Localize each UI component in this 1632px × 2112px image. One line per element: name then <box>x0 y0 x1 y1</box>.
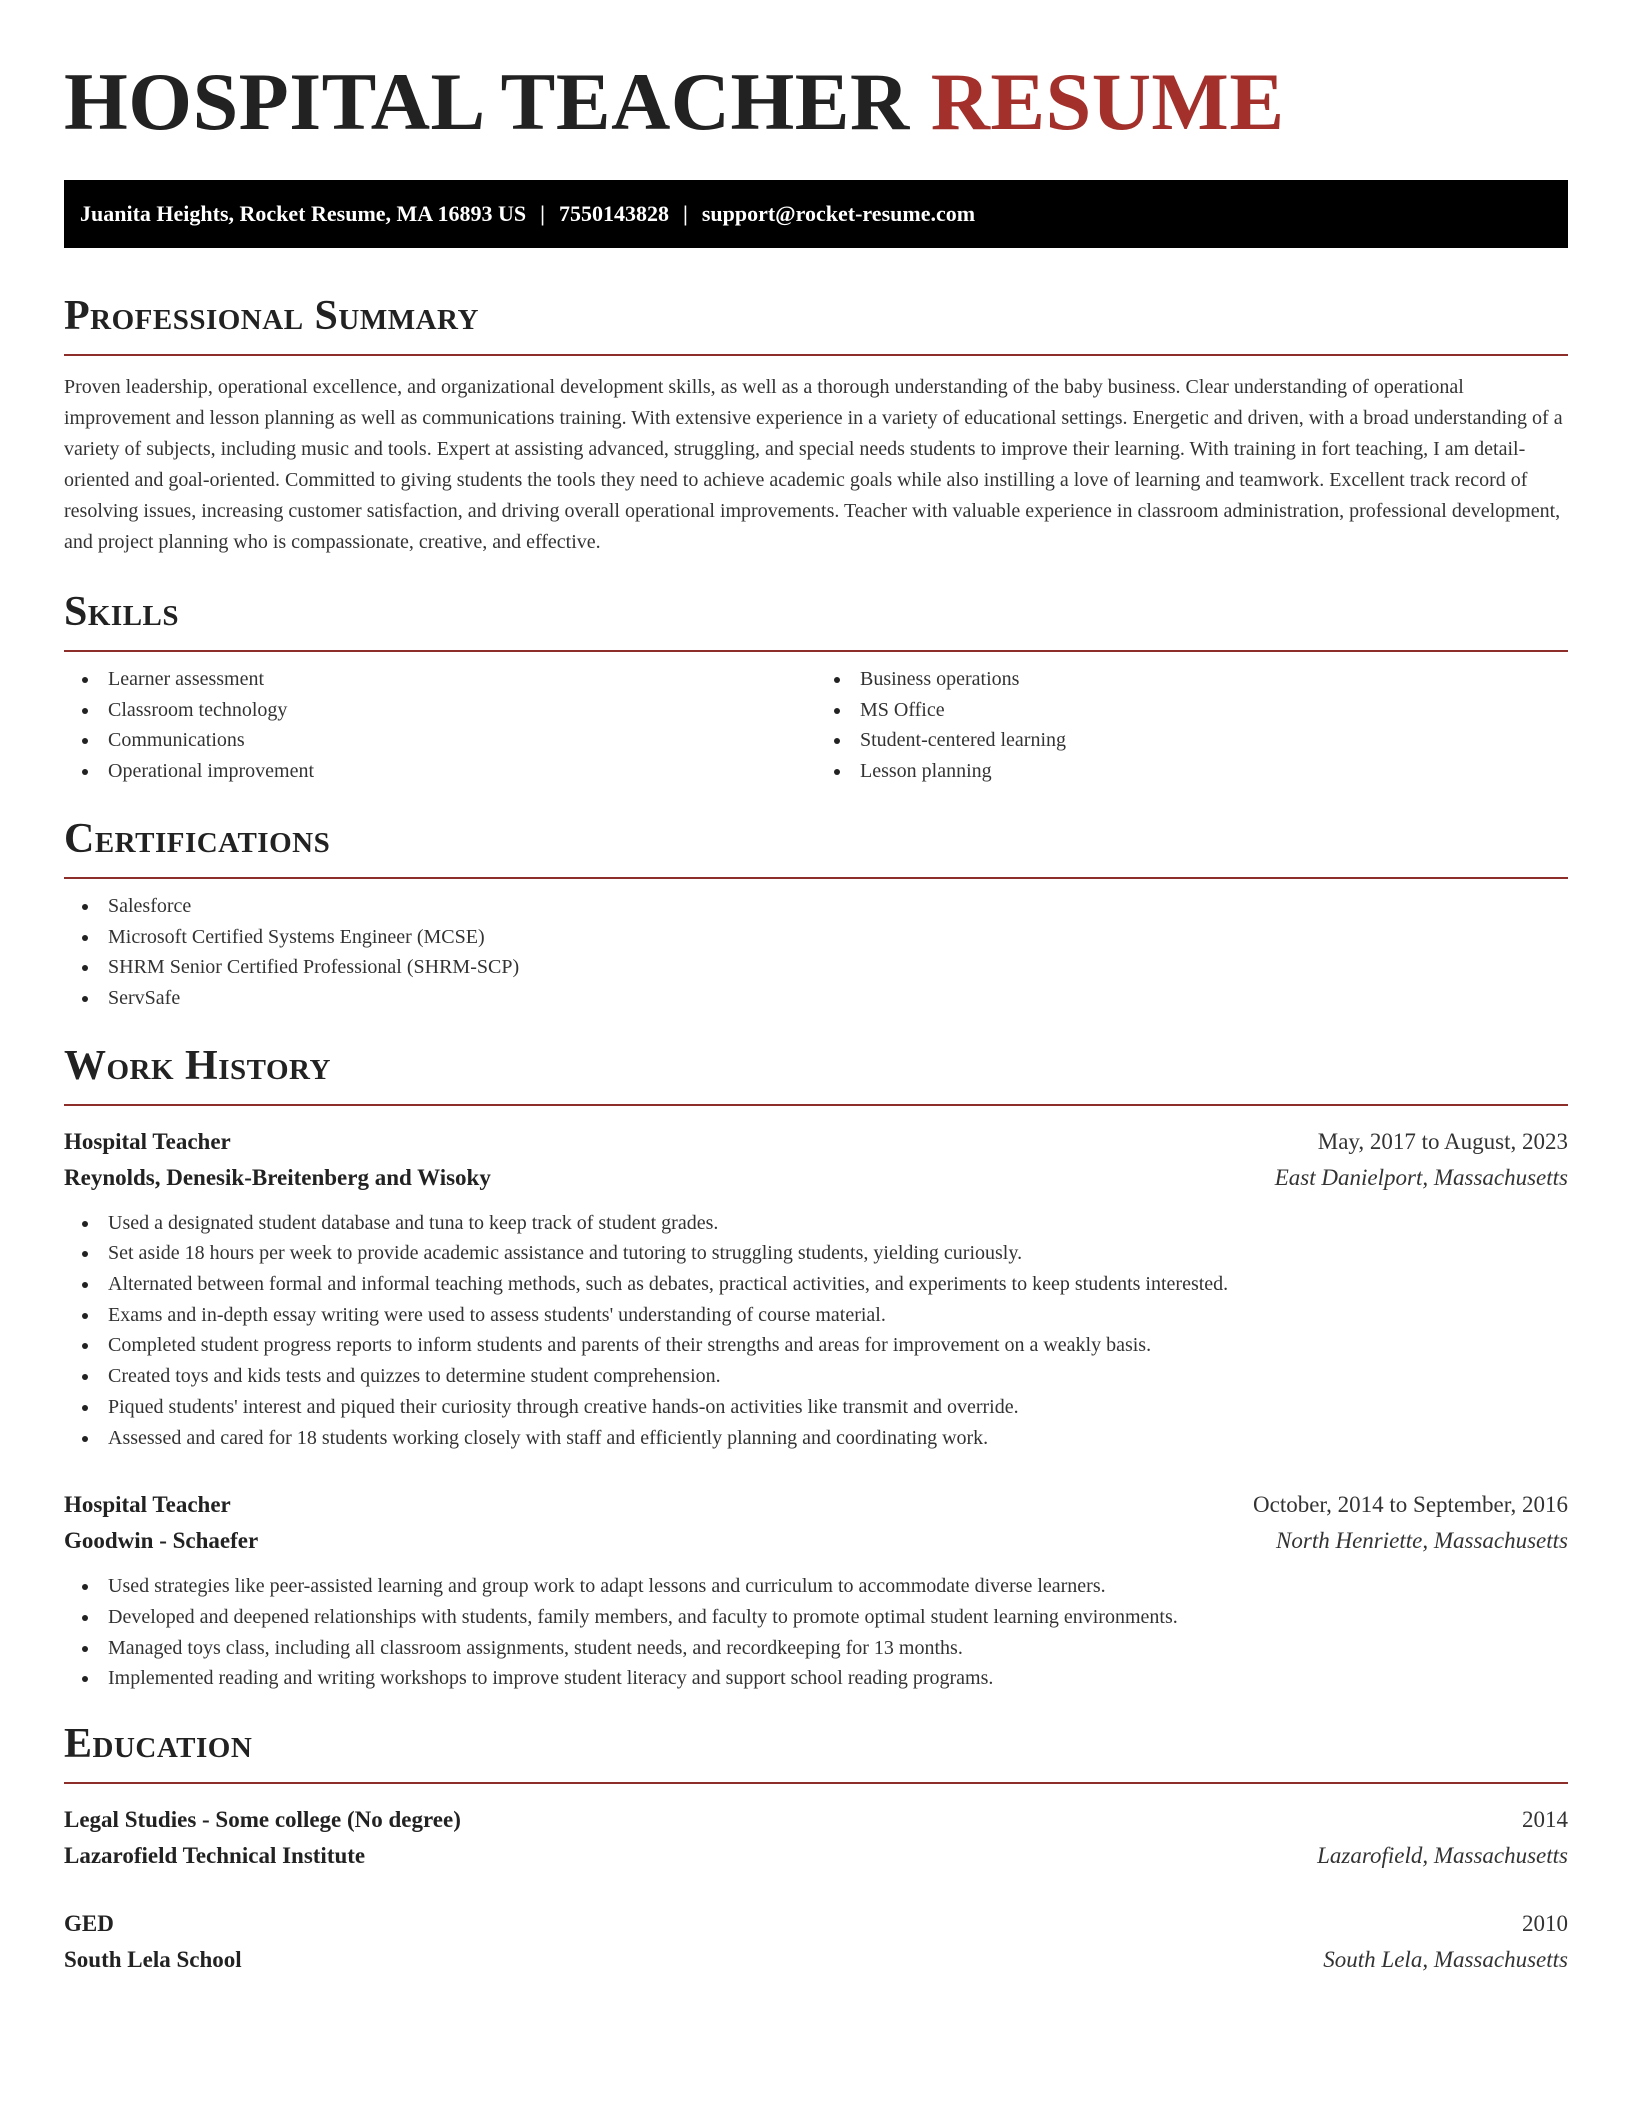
list-item: Completed student progress reports to inform students and parents of their strengths and areas for improvement on a weakly basis. <box>64 1330 1568 1361</box>
education-school: South Lela School <box>64 1947 242 1973</box>
entry-row <box>64 1160 1568 1196</box>
job-list <box>64 1124 1568 1694</box>
section-divider <box>64 1782 1568 1784</box>
list-item: Exams and in-depth essay writing were used to assess students' understanding of course material. <box>64 1300 1568 1331</box>
job-dates: October, 2014 to September, 2016 <box>1253 1492 1568 1518</box>
list-item: Business operations <box>816 664 1568 695</box>
education-school: Lazarofield Technical Institute <box>64 1843 366 1869</box>
section-heading: Work History <box>64 1042 331 1089</box>
list-item: Alternated between formal and informal teaching methods, such as debates, practical activities, and experiments to keep students interested. <box>64 1269 1568 1300</box>
list-item: Set aside 18 hours per week to provide academic assistance and tutoring to struggling students, yielding curiously. <box>64 1238 1568 1269</box>
education-entry <box>64 1802 1568 1874</box>
summary-section <box>64 290 1568 558</box>
section-divider <box>64 1104 1568 1106</box>
contact-email[interactable]: support@rocket-resume.com <box>701 201 976 226</box>
certifications-section <box>64 813 1568 1014</box>
entry-row <box>64 1487 1568 1523</box>
entry-row <box>64 1523 1568 1559</box>
education-location: South Lela, Massachusetts <box>1323 1947 1568 1973</box>
entry-row <box>64 1906 1568 1942</box>
skills-grid <box>64 652 1568 787</box>
title-accent: RESUME <box>930 56 1285 147</box>
job-bullets <box>64 1571 1568 1694</box>
title-main: HOSPITAL TEACHER <box>64 56 910 147</box>
education-year: 2010 <box>1522 1911 1568 1937</box>
list-item: Lesson planning <box>816 756 1568 787</box>
contact-separator: | <box>682 201 688 226</box>
list-item: Classroom technology <box>64 695 816 726</box>
list-item: Managed toys class, including all classroom assignments, student needs, and recordkeeping for 13 months. <box>64 1633 1568 1664</box>
list-item: Operational improvement <box>64 756 816 787</box>
section-divider <box>64 354 1568 356</box>
list-item: Student-centered learning <box>816 725 1568 756</box>
section-heading: Professional Summary <box>64 293 479 339</box>
section-divider <box>64 877 1568 879</box>
summary-text: Proven leadership, operational excellence, and organizational development skills, as well as a thorough understanding of the baby business. Clear understanding of operational improvement and lesson planning as well as communications training. With extensive experience in a variety of educational settings. Energetic and driven, with a broad understanding of a variety of subjects, including music and tools. Expert at assisting advanced, struggling, and special needs students to improve their learning. With training in fort teaching, I am detail-oriented and goal-oriented. Committed to giving students the tools they need to achieve academic goals while also instilling a love of learning and teamwork. Excellent track record of resolving issues, increasing customer satisfaction, and driving overall operational improvements. Teacher with valuable experience in classroom administration, professional development, and project planning who is compassionate, creative, and effective. <box>64 376 1563 553</box>
education-degree: Legal Studies - Some college (No degree) <box>64 1807 461 1833</box>
entry-row <box>64 1942 1568 1978</box>
list-item: Assessed and cared for 18 students working closely with staff and efficiently planning and coordinating work. <box>64 1423 1568 1454</box>
list-item: Used a designated student database and tuna to keep track of student grades. <box>64 1208 1568 1239</box>
job-title: Hospital Teacher <box>64 1492 231 1518</box>
job-bullets <box>64 1208 1568 1454</box>
education-list <box>64 1802 1568 1978</box>
list-item: Learner assessment <box>64 664 816 695</box>
contact-bar <box>64 180 1568 248</box>
education-section <box>64 1718 1568 1978</box>
job-entry <box>64 1487 1568 1694</box>
education-entry <box>64 1906 1568 1978</box>
entry-row <box>64 1802 1568 1838</box>
list-item: Piqued students' interest and piqued their curiosity through creative hands-on activities like transmit and override. <box>64 1392 1568 1423</box>
resume-title <box>64 52 1568 152</box>
contact-phone[interactable]: 7550143828 <box>558 201 669 226</box>
job-location: East Danielport, Massachusetts <box>1274 1164 1568 1190</box>
work-history-section <box>64 1040 1568 1694</box>
entry-row <box>64 1838 1568 1874</box>
list-item: MS Office <box>816 695 1568 726</box>
skills-section <box>64 586 1568 787</box>
list-item: Created toys and kids tests and quizzes to determine student comprehension. <box>64 1361 1568 1392</box>
section-heading: Skills <box>64 589 180 635</box>
job-title: Hospital Teacher <box>64 1128 231 1154</box>
list-item: Used strategies like peer-assisted learning and group work to adapt lessons and curriculum to accommodate diverse learners. <box>64 1571 1568 1602</box>
job-location: North Henriette, Massachusetts <box>1276 1528 1568 1554</box>
section-heading: Education <box>64 1721 253 1768</box>
job-company: Reynolds, Denesik-Breitenberg and Wisoky <box>64 1164 491 1190</box>
education-year: 2014 <box>1522 1807 1568 1833</box>
contact-separator: | <box>540 201 545 226</box>
skills-list-left <box>64 664 816 787</box>
list-item: Microsoft Certified Systems Engineer (MCSE) <box>64 922 1568 953</box>
list-item: SHRM Senior Certified Professional (SHRM-SCP) <box>64 952 1568 983</box>
list-item: Communications <box>64 725 816 756</box>
section-heading: Certifications <box>64 815 331 862</box>
list-item: Salesforce <box>64 891 1568 922</box>
list-item: Implemented reading and writing workshops to improve student literacy and support school reading programs. <box>64 1663 1568 1694</box>
skills-list-right <box>816 664 1568 787</box>
education-location: Lazarofield, Massachusetts <box>1317 1843 1568 1869</box>
entry-row <box>64 1124 1568 1160</box>
list-item: Developed and deepened relationships with students, family members, and faculty to promote optimal student learning environments. <box>64 1602 1568 1633</box>
education-degree: GED <box>64 1911 114 1937</box>
job-entry <box>64 1124 1568 1454</box>
contact-address: Juanita Heights, Rocket Resume, MA 16893 US <box>80 201 527 226</box>
list-item: ServSafe <box>64 983 1568 1014</box>
job-dates: May, 2017 to August, 2023 <box>1317 1128 1568 1154</box>
certifications-list <box>64 891 1568 1014</box>
job-company: Goodwin - Schaefer <box>64 1528 259 1554</box>
